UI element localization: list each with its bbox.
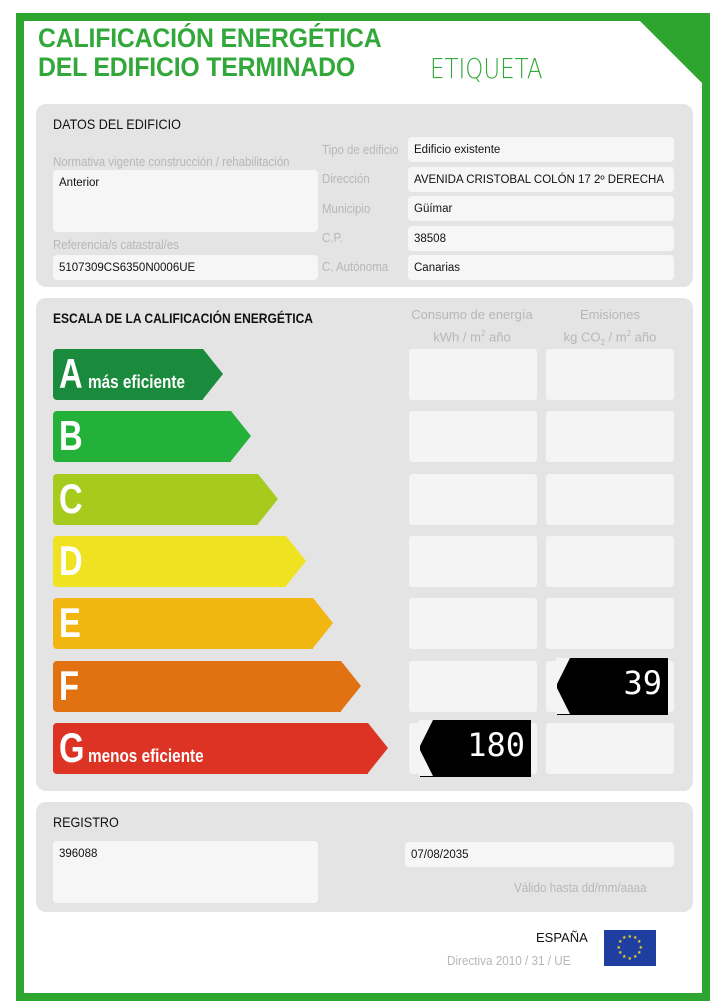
eu-star-icon: ★ — [637, 939, 642, 945]
class-letter: G — [59, 723, 85, 771]
consumo-unit-sup: 2 — [480, 329, 486, 338]
class-letter: B — [59, 412, 83, 460]
class-letter: E — [59, 599, 81, 647]
class-arrow-tip — [203, 349, 223, 399]
autonoma-field: Canarias — [408, 255, 674, 280]
direccion-field: AVENIDA CRISTOBAL COLÓN 17 2º DERECHA — [408, 167, 674, 192]
emisiones-unit-sup: 2 — [626, 329, 632, 338]
emisiones-unit: kg CO — [563, 329, 601, 345]
class-subtitle: más eficiente — [88, 372, 185, 392]
emisiones-cell-e — [546, 598, 674, 649]
cp-field: 38508 — [408, 226, 674, 251]
scale-section-title: ESCALA DE LA CALIFICACIÓN ENERGÉTICA — [53, 310, 313, 326]
emisiones-header-line2 — [546, 324, 674, 352]
building-section-title: DATOS DEL EDIFICIO — [53, 116, 181, 132]
direccion-label: Dirección — [322, 171, 370, 186]
registro-number-field: 396088 — [53, 841, 318, 903]
emisiones-cell-b — [546, 411, 674, 462]
cp-label: C.P. — [322, 230, 343, 245]
label-type: ETIQUETA — [430, 52, 543, 85]
building-data-panel — [36, 104, 693, 287]
emisiones-rating-marker — [557, 658, 668, 715]
registro-panel — [36, 802, 693, 912]
consumo-unit-tail: año — [485, 329, 511, 345]
municipio-label: Municipio — [322, 201, 371, 216]
title-line-1: CALIFICACIÓN ENERGÉTICA — [38, 23, 382, 53]
class-arrow-body — [53, 474, 258, 525]
consumo-unit: kWh / m — [433, 329, 481, 345]
title-line-2: DEL EDIFICIO TERMINADO — [38, 52, 356, 82]
class-letter: C — [59, 474, 83, 522]
class-arrow-tip — [368, 723, 388, 773]
eu-flag-icon — [604, 930, 656, 966]
consumo-cell-e — [409, 598, 537, 649]
marker-notch — [556, 658, 570, 714]
normativa-field: Anterior — [53, 170, 318, 232]
country-label: ESPAÑA — [536, 930, 588, 945]
eu-star-icon: ★ — [627, 955, 632, 962]
eu-star-icon: ★ — [638, 944, 643, 951]
class-letter: D — [59, 536, 83, 584]
emisiones-unit-sub: 2 — [600, 337, 605, 347]
consumo-cell-b — [409, 411, 537, 462]
consumo-rating-marker — [420, 720, 531, 777]
consumo-cell-f — [409, 661, 537, 712]
consumo-rating-value: 180 — [467, 725, 525, 764]
consumo-header-line2 — [408, 324, 536, 346]
eu-star-icon: ★ — [627, 933, 632, 940]
eu-star-icon: ★ — [617, 939, 623, 945]
registro-date-field: 07/08/2035 — [405, 842, 674, 867]
municipio-field: Güímar — [408, 196, 674, 221]
tipo-field: Edificio existente — [408, 137, 674, 162]
eu-star-icon: ★ — [617, 950, 623, 956]
class-letter: A — [59, 350, 83, 397]
registro-section-title: REGISTRO — [53, 814, 119, 830]
emisiones-unit-mid: / m — [604, 329, 627, 345]
autonoma-label: C. Autónoma — [322, 259, 389, 274]
class-arrow-tip — [231, 411, 251, 461]
class-arrow-body — [53, 598, 313, 649]
eu-star-icon: ★ — [622, 954, 627, 961]
consumo-header-line1: Consumo de energía — [411, 307, 533, 322]
class-subtitle: menos eficiente — [88, 745, 204, 766]
energy-scale-panel — [36, 298, 693, 791]
eu-star-icon: ★ — [622, 934, 627, 941]
corner-triangle — [638, 19, 704, 85]
eu-star-icon: ★ — [637, 950, 642, 956]
emisiones-rating-value: 39 — [623, 663, 662, 702]
page-title — [38, 24, 382, 82]
consumo-cell-g — [409, 723, 537, 774]
consumo-cell-c — [409, 474, 537, 525]
class-arrow-tip — [313, 598, 333, 648]
marker-notch — [419, 720, 433, 776]
emisiones-cell-f — [546, 661, 674, 712]
consumo-cell-a — [409, 349, 537, 400]
directive-label: Directiva 2010 / 31 / UE — [447, 953, 571, 968]
emisiones-cell-d — [546, 536, 674, 587]
class-arrow-tip — [286, 536, 306, 586]
emisiones-cell-g — [546, 723, 674, 774]
tipo-label: Tipo de edificio — [322, 142, 399, 157]
normativa-label: Normativa vigente construcción / rehabilitación — [53, 154, 290, 169]
eu-star-icon: ★ — [633, 934, 638, 941]
eu-star-icon: ★ — [633, 954, 638, 961]
emisiones-cell-a — [546, 349, 674, 400]
class-arrow-body — [53, 661, 341, 712]
ref-label: Referencia/s catastral/es — [53, 237, 179, 252]
consumo-header — [408, 305, 536, 346]
class-arrow-body — [53, 536, 286, 587]
emisiones-cell-c — [546, 474, 674, 525]
class-arrow-tip — [341, 661, 361, 711]
ref-field: 5107309CS6350N0006UE — [53, 255, 318, 280]
emisiones-header-line1: Emisiones — [580, 307, 640, 322]
emisiones-unit-tail: año — [631, 329, 657, 345]
consumo-cell-d — [409, 536, 537, 587]
class-letter: F — [59, 661, 80, 709]
eu-star-icon: ★ — [616, 944, 621, 951]
class-arrow-tip — [258, 474, 278, 524]
emisiones-header — [546, 305, 674, 352]
registro-valid-label: Válido hasta dd/mm/aaaa — [514, 880, 647, 895]
